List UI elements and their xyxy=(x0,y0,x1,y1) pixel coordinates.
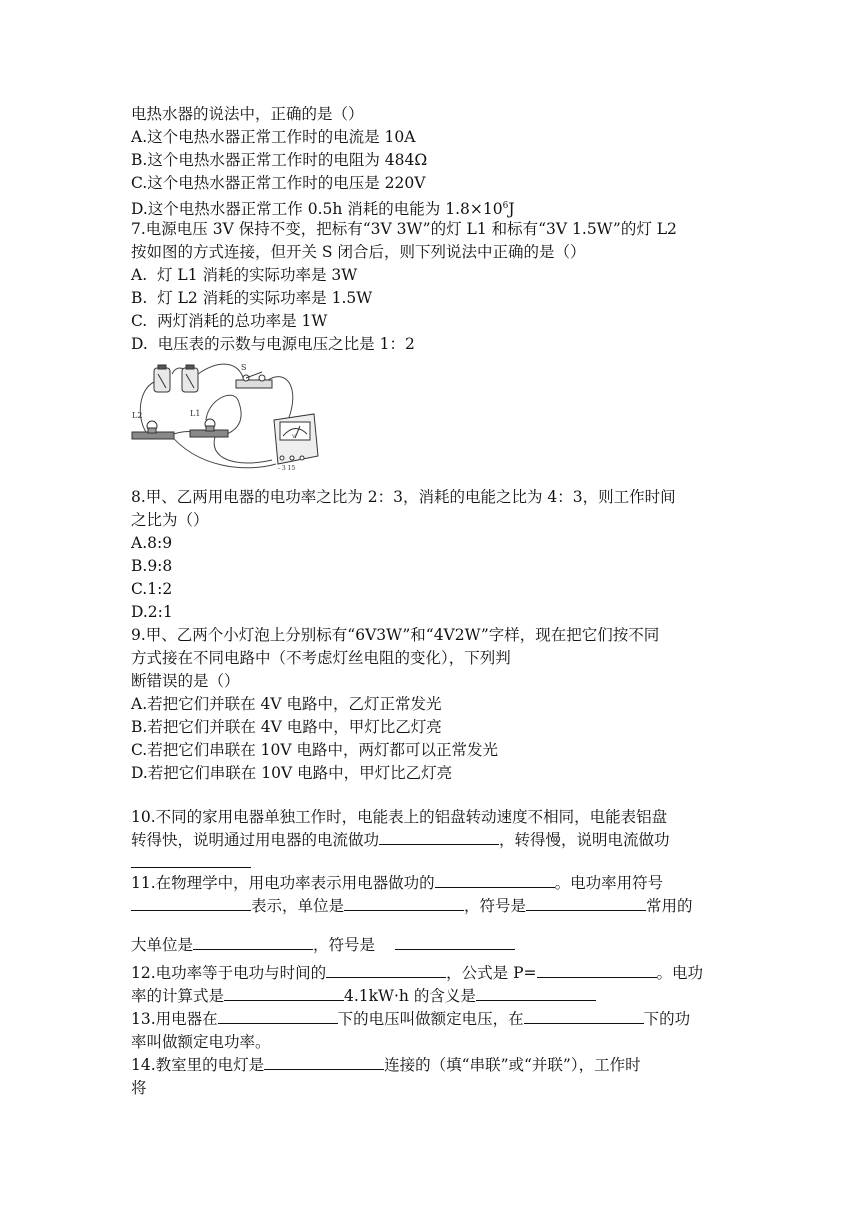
q11-blank-2[interactable] xyxy=(131,895,251,911)
q13-blank-2[interactable] xyxy=(524,1008,644,1024)
q10-line3 xyxy=(131,852,251,874)
q13-blank-1[interactable] xyxy=(218,1008,338,1024)
q9-stem-line1: 9.甲、乙两个小灯泡上分别标有“6V3W”和“4V2W”字样，现在把它们按不同 xyxy=(131,626,660,644)
q7-stem-line1: 7.电源电压 3V 保持不变，把标有“3V 3W”的灯 L1 和标有“3V 1.5W”的灯 L2 xyxy=(131,220,677,238)
q8-option-a: A.8:9 xyxy=(131,534,173,552)
q12-blank-4[interactable] xyxy=(476,985,596,1001)
q11-line3: 大单位是 ，符号是 xyxy=(131,934,515,956)
q10-blank-1[interactable] xyxy=(379,829,499,845)
q14-line2: 将 xyxy=(131,1079,147,1097)
voltmeter-icon xyxy=(274,414,318,464)
q7-option-a: A. 灯 L1 消耗的实际功率是 3W xyxy=(131,266,358,284)
q10-line2: 转得快，说明通过用电器的电流做功 ，转得慢，说明电流做功 xyxy=(131,831,670,849)
q9-option-b: B.若把它们并联在 4V 电路中，甲灯比乙灯亮 xyxy=(131,718,442,736)
voltmeter-symbol: V xyxy=(292,434,296,440)
q12-line1: 12.电功率等于电功与时间的 ，公式是 P= 。电功 xyxy=(131,964,704,982)
q7-option-c: C. 两灯消耗的总功率是 1W xyxy=(131,312,328,330)
q7-option-d: D. 电压表的示数与电源电压之比是 1：2 xyxy=(131,335,415,353)
q6-option-d: D.这个电热水器正常工作 0.5h 消耗的电能为 $1.8\times 10^6J$ xyxy=(131,200,515,218)
q8-option-d: D.2:1 xyxy=(131,603,173,621)
q9-option-a: A.若把它们并联在 4V 电路中，乙灯正常发光 xyxy=(131,695,442,713)
q7-option-b: B. 灯 L2 消耗的实际功率是 1.5W xyxy=(131,289,373,307)
q11-blank-6[interactable] xyxy=(395,934,515,950)
lamp-l2-label: L2 xyxy=(132,411,143,420)
q14-blank-1[interactable] xyxy=(264,1054,384,1070)
circuit-diagram xyxy=(128,360,324,474)
q9-option-c: C.若把它们串联在 10V 电路中，两灯都可以正常发光 xyxy=(131,741,499,759)
q6-option-b: B.这个电热水器正常工作时的电阻为 484Ω xyxy=(131,151,428,169)
lamp-l2-icon xyxy=(132,421,174,439)
q12-line2: 率的计算式是 4.1kW·h 的含义是 xyxy=(131,985,596,1007)
q12-blank-2[interactable] xyxy=(537,962,657,978)
q11-line1: 11.在物理学中，用电功率表示用电器做功的 。电功率用符号 xyxy=(131,874,664,892)
lamp-l1-label: L1 xyxy=(190,409,201,418)
q8-stem-line2: 之比为（） xyxy=(131,511,209,529)
q6-option-a: A.这个电热水器正常工作时的电流是 10A xyxy=(131,128,416,146)
q13-line1: 13.用电器在 下的电压叫做额定电压，在 下的功 xyxy=(131,1010,691,1028)
q11-blank-3[interactable] xyxy=(344,895,464,911)
q11-line2: 表示，单位是 ，符号是 常用的 xyxy=(131,895,693,917)
q12-blank-1[interactable] xyxy=(326,962,446,978)
q10-blank-2[interactable] xyxy=(131,852,251,868)
q14-line1: 14.教室里的电灯是 连接的（填“串联”或“并联”），工作时 xyxy=(131,1056,641,1074)
q10-line1: 10.不同的家用电器单独工作时，电能表上的铝盘转动速度不相同，电能表铝盘 xyxy=(131,808,668,826)
voltmeter-terminals: - 3 15 xyxy=(278,465,296,472)
q6-option-c: C.这个电热水器正常工作时的电压是 220V xyxy=(131,174,426,192)
q8-stem-line1: 8.甲、乙两用电器的电功率之比为 2：3，消耗的电能之比为 4：3，则工作时间 xyxy=(131,488,676,506)
q13-line2: 率叫做额定电功率。 xyxy=(131,1033,271,1051)
q7-stem-line2: 按如图的方式连接，但开关 S 闭合后，则下列说法中正确的是（） xyxy=(131,243,586,261)
q12-blank-3[interactable] xyxy=(224,985,344,1001)
q11-blank-4[interactable] xyxy=(526,895,646,911)
q8-option-b: B.9:8 xyxy=(131,557,173,575)
q9-option-d: D.若把它们串联在 10V 电路中，甲灯比乙灯亮 xyxy=(131,764,453,782)
q8-option-c: C.1:2 xyxy=(131,580,173,598)
switch-label: S xyxy=(241,363,247,372)
q11-blank-1[interactable] xyxy=(435,872,555,888)
q9-stem-line3: 断错误的是（） xyxy=(131,672,240,690)
q6-stem-tail: 电热水器的说法中，正确的是（） xyxy=(131,105,364,123)
q9-stem-line2: 方式接在不同电路中（不考虑灯丝电阻的变化），下列判 xyxy=(131,649,511,667)
lamp-l1-icon xyxy=(190,419,228,437)
q11-blank-5[interactable] xyxy=(193,934,313,950)
